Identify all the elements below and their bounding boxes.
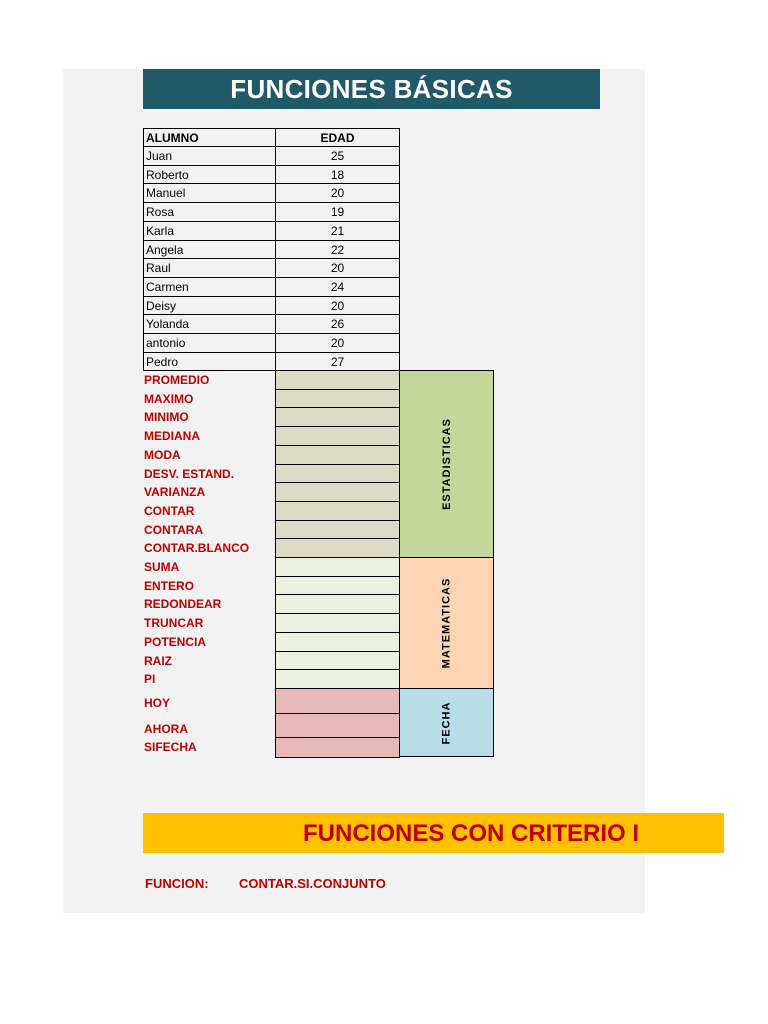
student-name-cell[interactable]: Rosa — [143, 202, 276, 222]
header-alumno[interactable]: ALUMNO — [143, 128, 276, 147]
function-label: SUMA — [144, 560, 180, 574]
student-age-cell[interactable]: 22 — [275, 240, 400, 259]
function-label: HOY — [144, 696, 171, 710]
student-age-cell[interactable]: 27 — [275, 352, 400, 371]
funcion-value[interactable]: CONTAR.SI.CONJUNTO — [239, 876, 386, 891]
group-estadisticas — [399, 370, 494, 558]
function-label: SIFECHA — [144, 740, 197, 754]
function-label: REDONDEAR — [144, 597, 222, 611]
student-name-cell[interactable]: Angela — [143, 240, 276, 259]
page-title: FUNCIONES BÁSICAS — [143, 69, 600, 109]
student-age-cell[interactable]: 20 — [275, 258, 400, 278]
function-label: CONTARA — [144, 523, 204, 537]
student-name-cell[interactable]: Juan — [143, 146, 276, 166]
function-result-cell[interactable] — [275, 651, 400, 670]
group-estadisticas-label: ESTADISTICAS — [440, 418, 453, 510]
group-fecha-label: FECHA — [440, 701, 453, 744]
function-result-cell[interactable] — [275, 557, 400, 577]
function-result-cell[interactable] — [275, 594, 400, 614]
student-name-cell[interactable]: Deisy — [143, 296, 276, 315]
function-label: RAIZ — [144, 654, 172, 668]
student-name-cell[interactable]: antonio — [143, 333, 276, 353]
function-result-cell[interactable] — [275, 445, 400, 465]
function-result-cell[interactable] — [275, 501, 400, 521]
function-label: MINIMO — [144, 410, 189, 424]
function-result-cell[interactable] — [275, 538, 400, 558]
function-label: CONTAR — [144, 504, 195, 518]
function-result-cell[interactable] — [275, 426, 400, 446]
function-label: PROMEDIO — [144, 373, 210, 387]
student-age-cell[interactable]: 19 — [275, 202, 400, 222]
function-label: TRUNCAR — [144, 616, 204, 630]
student-age-cell[interactable]: 25 — [275, 146, 400, 166]
funcion-label: FUNCION: — [145, 876, 209, 891]
function-result-cell[interactable] — [275, 737, 400, 758]
function-result-cell[interactable] — [275, 713, 400, 738]
student-name-cell[interactable]: Manuel — [143, 183, 276, 203]
function-label: ENTERO — [144, 579, 195, 593]
function-result-cell[interactable] — [275, 389, 400, 408]
student-age-cell[interactable]: 18 — [275, 165, 400, 184]
student-name-cell[interactable]: Pedro — [143, 352, 276, 371]
student-age-cell[interactable]: 20 — [275, 183, 400, 203]
function-label: MEDIANA — [144, 429, 200, 443]
criterio-banner — [143, 813, 724, 853]
function-result-cell[interactable] — [275, 669, 400, 689]
function-result-cell[interactable] — [275, 576, 400, 595]
function-label: MODA — [144, 448, 181, 462]
function-result-cell[interactable] — [275, 632, 400, 652]
student-name-cell[interactable]: Raul — [143, 258, 276, 278]
student-name-cell[interactable]: Yolanda — [143, 314, 276, 334]
function-result-cell[interactable] — [275, 520, 400, 539]
function-label: AHORA — [144, 722, 188, 736]
student-age-cell[interactable]: 21 — [275, 221, 400, 241]
function-result-cell[interactable] — [275, 407, 400, 427]
function-label: POTENCIA — [144, 635, 207, 649]
function-label: PI — [144, 672, 156, 686]
function-label: DESV. ESTAND. — [144, 467, 235, 481]
function-result-cell[interactable] — [275, 688, 400, 714]
function-result-cell[interactable] — [275, 613, 400, 633]
group-matematicas — [399, 557, 494, 689]
group-fecha — [399, 688, 494, 757]
student-age-cell[interactable]: 26 — [275, 314, 400, 334]
student-age-cell[interactable]: 20 — [275, 333, 400, 353]
criterio-title: FUNCIONES CON CRITERIO I — [303, 820, 640, 847]
student-age-cell[interactable]: 24 — [275, 277, 400, 297]
student-age-cell[interactable]: 20 — [275, 296, 400, 315]
student-name-cell[interactable]: Karla — [143, 221, 276, 241]
group-matematicas-label: MATEMATICAS — [440, 577, 453, 669]
function-result-cell[interactable] — [275, 482, 400, 502]
function-label: VARIANZA — [144, 485, 206, 499]
function-label: CONTAR.BLANCO — [144, 541, 250, 555]
function-label: MAXIMO — [144, 392, 194, 406]
function-result-cell[interactable] — [275, 464, 400, 483]
function-result-cell[interactable] — [275, 370, 400, 390]
header-edad[interactable]: EDAD — [275, 128, 400, 147]
student-name-cell[interactable]: Roberto — [143, 165, 276, 184]
student-name-cell[interactable]: Carmen — [143, 277, 276, 297]
